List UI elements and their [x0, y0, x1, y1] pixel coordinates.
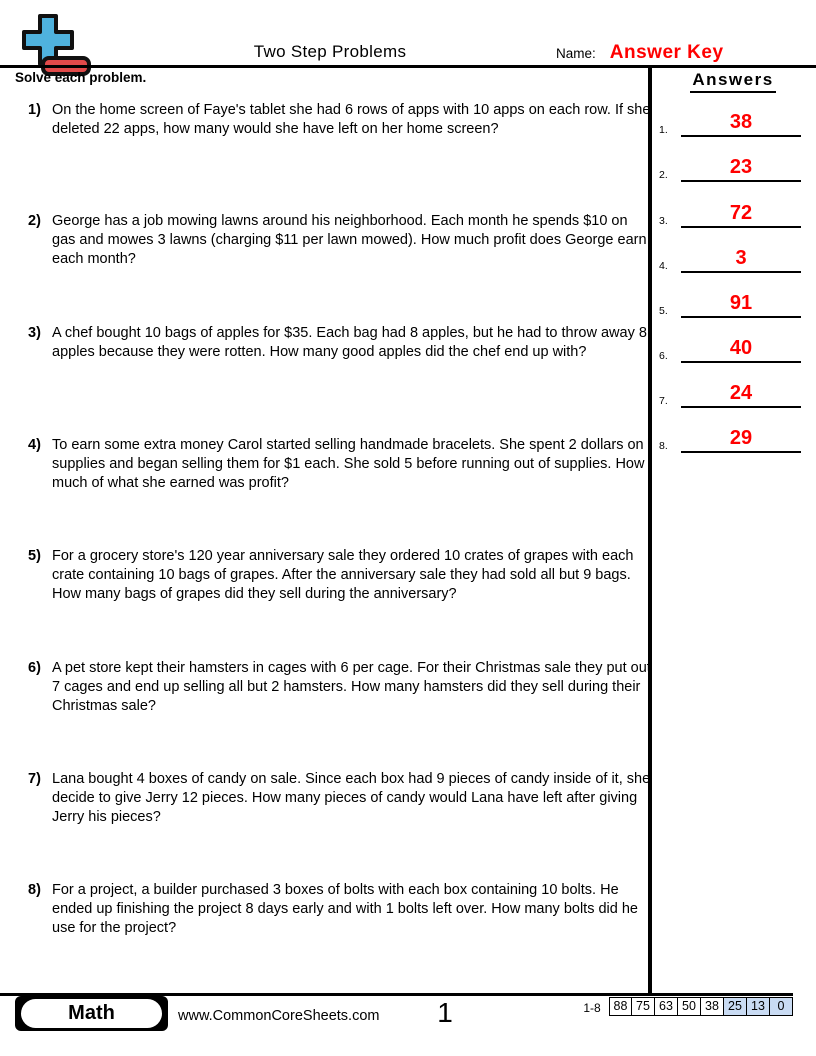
- answer-number: 1.: [659, 124, 668, 136]
- problem-number: 5): [28, 548, 41, 564]
- score-cell-highlighted: 0: [770, 997, 793, 1016]
- answer-item-7: [656, 381, 808, 408]
- problem-7: [28, 770, 652, 827]
- math-badge: [15, 996, 168, 1031]
- score-cell-highlighted: 25: [724, 997, 747, 1016]
- problem-text: A pet store kept their hamsters in cages with 6 per cage. For their Christmas sale they put out 7 cages and end up selling all but 2 hamsters. How many hamsters did they sell during their Christmas sale?: [52, 660, 651, 714]
- problem-number: 6): [28, 660, 41, 676]
- answer-item-8: [656, 426, 808, 453]
- answer-number: 3.: [659, 215, 668, 227]
- page-title: Two Step Problems: [253, 42, 407, 61]
- answer-number: 5.: [659, 305, 668, 317]
- problem-text: George has a job mowing lawns around his neighborhood. Each month he spends $10 on gas and mowes 3 lawns (charging $11 per lawn mowed). How much profit does George earn each month?: [52, 213, 647, 267]
- name-label: Name:: [556, 46, 596, 61]
- problem-text: A chef bought 10 bags of apples for $35. Each bag had 8 apples, but he had to throw away 8 apples because they were rotten. How many good apples did the chef end up with?: [52, 325, 647, 360]
- problem-text: Lana bought 4 boxes of candy on sale. Since each box had 9 pieces of candy inside of it, she decide to give Jerry 12 pieces. How many pieces of candy would Lana have left after giving Jerry his pieces?: [52, 771, 651, 825]
- score-cell: 88: [609, 997, 632, 1016]
- problem-text: For a grocery store's 120 year anniversary sale they ordered 10 crates of grapes with each crate containing 10 bags of grapes. After the anniversary sale they had sold all but 9 bags. How many bags of grapes did they sell during the anniversary?: [52, 548, 634, 602]
- problem-6: [28, 659, 652, 716]
- page-number: 1: [437, 997, 453, 1028]
- score-cell: 63: [655, 997, 678, 1016]
- answer-item-2: [656, 155, 808, 182]
- problem-5: [28, 547, 652, 604]
- answers-header: Answers: [658, 70, 808, 93]
- answer-value: 29: [681, 426, 801, 453]
- answer-key-text: Answer Key: [609, 42, 724, 63]
- website-link[interactable]: www.CommonCoreSheets.com: [178, 1008, 380, 1024]
- answer-number: 2.: [659, 169, 668, 181]
- score-cell: 50: [678, 997, 701, 1016]
- answer-number: 8.: [659, 440, 668, 452]
- score-cell-highlighted: 13: [747, 997, 770, 1016]
- score-cell: 38: [701, 997, 724, 1016]
- name-row: [556, 42, 724, 64]
- problem-8: [28, 881, 652, 938]
- answer-item-4: [656, 246, 808, 273]
- score-cell: 75: [632, 997, 655, 1016]
- answer-item-1: [656, 110, 808, 137]
- answer-item-3: [656, 201, 808, 228]
- answer-value: 40: [681, 336, 801, 363]
- problem-3: [28, 324, 652, 362]
- problem-number: 1): [28, 102, 41, 118]
- problem-1: [28, 101, 652, 139]
- problem-number: 7): [28, 771, 41, 787]
- answer-value: 72: [681, 201, 801, 228]
- answer-number: 6.: [659, 350, 668, 362]
- problem-text: On the home screen of Faye's tablet she had 6 rows of apps with 10 apps on each row. If she deleted 22 apps, how many would she have left on her home screen?: [52, 102, 651, 137]
- problem-text: To earn some extra money Carol started selling handmade bracelets. She spent 2 dollars on supplies and began selling them for $1 each. She sold 5 before running out of supplies. How much of what she earned was profit?: [52, 437, 645, 491]
- problem-2: [28, 212, 652, 269]
- subject-label: Math: [21, 999, 162, 1028]
- answer-number: 7.: [659, 395, 668, 407]
- answer-value: 38: [681, 110, 801, 137]
- problem-number: 4): [28, 437, 41, 453]
- answer-number: 4.: [659, 260, 668, 272]
- answers-column-divider: [648, 66, 652, 993]
- answer-value: 3: [681, 246, 801, 273]
- answer-value: 24: [681, 381, 801, 408]
- problem-text: For a project, a builder purchased 3 boxes of bolts with each box containing 10 bolts. He ended up finishing the project 8 days early and with 1 bolts left over. How many bolts did he use for the project?: [52, 882, 638, 936]
- problem-4: [28, 436, 652, 493]
- problem-number: 3): [28, 325, 41, 341]
- answer-item-6: [656, 336, 808, 363]
- score-strip: [609, 997, 793, 1016]
- answer-item-5: [656, 291, 808, 318]
- answer-value: 23: [681, 155, 801, 182]
- problem-number: 8): [28, 882, 41, 898]
- header-divider: [0, 65, 816, 68]
- answer-value: 91: [681, 291, 801, 318]
- score-range-label: 1-8: [583, 1001, 601, 1015]
- problem-number: 2): [28, 213, 41, 229]
- instructions-text: Solve each problem.: [15, 70, 147, 85]
